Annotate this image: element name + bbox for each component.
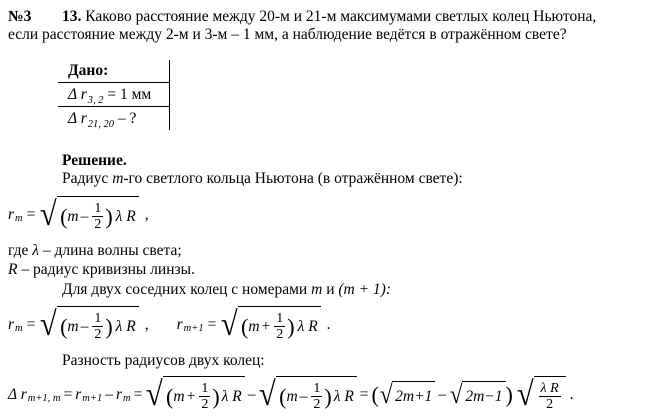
f3-s2-fd: 2 <box>313 397 321 412</box>
f3-r1: r <box>75 386 82 403</box>
problem-text-1: Каково расстояние между 20-м и 21-м максимумами светлых колец Ньютона, <box>85 8 597 25</box>
f2b-pc: ) <box>287 313 295 339</box>
f3-sqrt5 <box>516 376 566 414</box>
f1-lambda-r: λ R <box>115 207 136 225</box>
f2b-plus: + <box>261 317 271 335</box>
f3-dot: . <box>569 386 574 403</box>
f3-eq3: = <box>359 386 369 403</box>
where1-rest: – длина волны света; <box>38 242 182 259</box>
f2-eq: = <box>26 316 36 333</box>
given-row1-var: Δ r <box>68 86 87 103</box>
formula-difference <box>8 372 574 418</box>
f1-r: r <box>8 206 15 223</box>
f2-sqrt <box>39 306 138 344</box>
f2b-sqrt-body <box>238 306 321 344</box>
f2b-fn: 1 <box>276 311 284 326</box>
given-divider-1 <box>58 82 170 83</box>
f3-s3-body <box>392 381 435 409</box>
f3-big-po: ( <box>371 382 379 407</box>
sqrt-icon: √ <box>146 376 164 413</box>
problem-text-line1 <box>62 8 596 26</box>
f2b-sqrt <box>220 306 320 344</box>
where2-rest: – радиус кривизны линзы. <box>17 261 195 278</box>
sqrt-icon: √ <box>259 376 277 413</box>
given-row2-val: – ? <box>113 110 137 127</box>
f3-s1-fd: 2 <box>201 397 209 412</box>
f2-dot: . <box>326 316 331 333</box>
problem-text-line2: если расстояние между 2-м и 3-м – 1 мм, а наблюдение ведётся в отражённом свете? <box>8 26 567 43</box>
sqrt-icon: √ <box>516 376 534 413</box>
diff-line: Разность радиусов двух колец: <box>62 352 265 369</box>
f2-sqrt-body <box>57 306 139 344</box>
f3-s5-fd: 2 <box>546 397 554 412</box>
f2b-sub: m+1 <box>183 323 204 334</box>
where2-var: R <box>8 261 18 278</box>
problem-label: №3 <box>8 8 32 25</box>
two-rings-line <box>62 281 391 299</box>
sqrt-icon: √ <box>40 306 58 343</box>
f2b-r: r <box>176 316 183 333</box>
f2b-m: m <box>248 317 260 335</box>
f3-sqrt4 <box>449 381 505 409</box>
f1-comma: , <box>144 206 149 223</box>
f3-delta: Δ r <box>8 386 27 403</box>
given-heading: Дано: <box>68 62 109 79</box>
f2-fd: 2 <box>94 327 102 342</box>
f2-lr: λ R <box>115 317 136 335</box>
given-row2-var: Δ r <box>68 110 87 127</box>
where-lambda <box>8 242 182 260</box>
given-row-1 <box>68 86 151 106</box>
f3-r1-sub: m+1 <box>82 393 103 404</box>
f3-minus3: – <box>438 386 447 403</box>
f3-s1-body <box>163 376 245 414</box>
f2-fn: 1 <box>94 311 102 326</box>
given-row1-val: = 1 мм <box>103 86 152 103</box>
f1-frac <box>92 201 103 232</box>
f1-minus: – <box>80 207 89 225</box>
radius-var-m: m <box>112 170 124 187</box>
solution-heading: Решение. <box>62 152 127 169</box>
given-row1-sub: 3, 2 <box>87 95 104 106</box>
f1-eq: = <box>26 206 36 223</box>
f3-minus2: – <box>247 386 256 403</box>
f3-s2-frac <box>311 381 322 412</box>
f3-s2-body <box>276 376 357 414</box>
f3-s5-frac <box>539 381 561 412</box>
f3-eq2: = <box>133 386 143 403</box>
f3-s1-m: m <box>173 387 185 405</box>
f1-sqrt-body <box>57 196 139 234</box>
f2-po: ( <box>60 313 68 339</box>
sqrt-icon: √ <box>221 306 239 343</box>
formula-two-radii <box>8 302 331 348</box>
sqrt-icon: √ <box>40 196 58 233</box>
f3-sqrt2 <box>258 376 356 414</box>
given-divider-2 <box>58 106 170 107</box>
f1-m: m <box>67 207 79 225</box>
f3-r2: r <box>115 386 123 403</box>
f1-paren-open: ( <box>60 203 68 229</box>
f1-frac-num: 1 <box>94 201 102 216</box>
f1-sub: m <box>15 213 23 224</box>
f2-comma: , <box>144 316 149 333</box>
f2b-lr: λ R <box>297 317 318 335</box>
f2-minus: – <box>80 317 89 335</box>
f3-s2-lr: λ R <box>333 387 354 405</box>
f3-s2-pc: ) <box>324 383 332 409</box>
f2-frac <box>92 311 103 342</box>
f3-big-pc: ) <box>505 382 513 407</box>
given-table <box>58 60 170 130</box>
problem-number: 13. <box>62 8 82 25</box>
two-rings-pre: Для двух соседних колец с номерами <box>62 281 308 298</box>
f1-frac-den: 2 <box>94 217 102 232</box>
f3-sqrt3 <box>379 381 435 409</box>
sqrt-icon: √ <box>379 380 393 409</box>
radius-text: Радиус <box>62 170 109 187</box>
f2-m: m <box>67 317 79 335</box>
sqrt-icon: √ <box>449 380 463 409</box>
where1-var: λ <box>32 242 39 259</box>
f2-sub: m <box>15 323 23 334</box>
given-vertical-line <box>169 60 170 130</box>
f3-s2-fn: 1 <box>313 381 321 396</box>
f3-r2-sub: m <box>123 393 131 404</box>
radius-rest: -го светлого кольца Ньютона (в отражённом свете): <box>123 170 463 187</box>
f3-s2-m: m <box>286 387 298 405</box>
f3-s1-po: ( <box>166 383 174 409</box>
f3-s5-body <box>534 376 566 414</box>
f2b-po: ( <box>241 313 249 339</box>
f3-eq1: = <box>63 386 73 403</box>
f3-s4-body <box>462 381 505 409</box>
f2b-fd: 2 <box>276 327 284 342</box>
given-row-2 <box>68 110 136 130</box>
given-row2-sub: 21, 20 <box>87 119 114 130</box>
where-R <box>8 261 195 279</box>
f3-sqrt1 <box>145 376 244 414</box>
f2-pc: ) <box>105 313 113 339</box>
f3-s5-fn: λ R <box>540 381 559 396</box>
f3-s4-expr: 2m−1 <box>465 387 503 405</box>
f3-s1-fn: 1 <box>201 381 209 396</box>
f3-s1-plus: + <box>186 387 196 405</box>
two-rings-and: и <box>326 281 335 298</box>
f2-r: r <box>8 316 15 333</box>
f2b-eq: = <box>207 316 217 333</box>
formula-radius <box>8 192 149 238</box>
f3-s2-minus: – <box>299 387 308 405</box>
two-rings-m: m <box>311 281 323 298</box>
f3-s1-pc: ) <box>212 383 220 409</box>
f3-minus1: – <box>105 386 113 403</box>
radius-line <box>62 170 463 188</box>
f3-s1-lr: λ R <box>221 387 242 405</box>
f2b-frac <box>274 311 285 342</box>
f1-paren-close: ) <box>105 203 113 229</box>
two-rings-m1: (m + 1): <box>338 281 391 298</box>
f3-s1-frac <box>199 381 210 412</box>
f3-sub: m+1, m <box>27 393 61 404</box>
f3-s2-po: ( <box>279 383 287 409</box>
where1-pre: где <box>8 242 29 259</box>
f1-sqrt <box>39 196 138 234</box>
f3-s3-expr: 2m+1 <box>395 387 433 405</box>
